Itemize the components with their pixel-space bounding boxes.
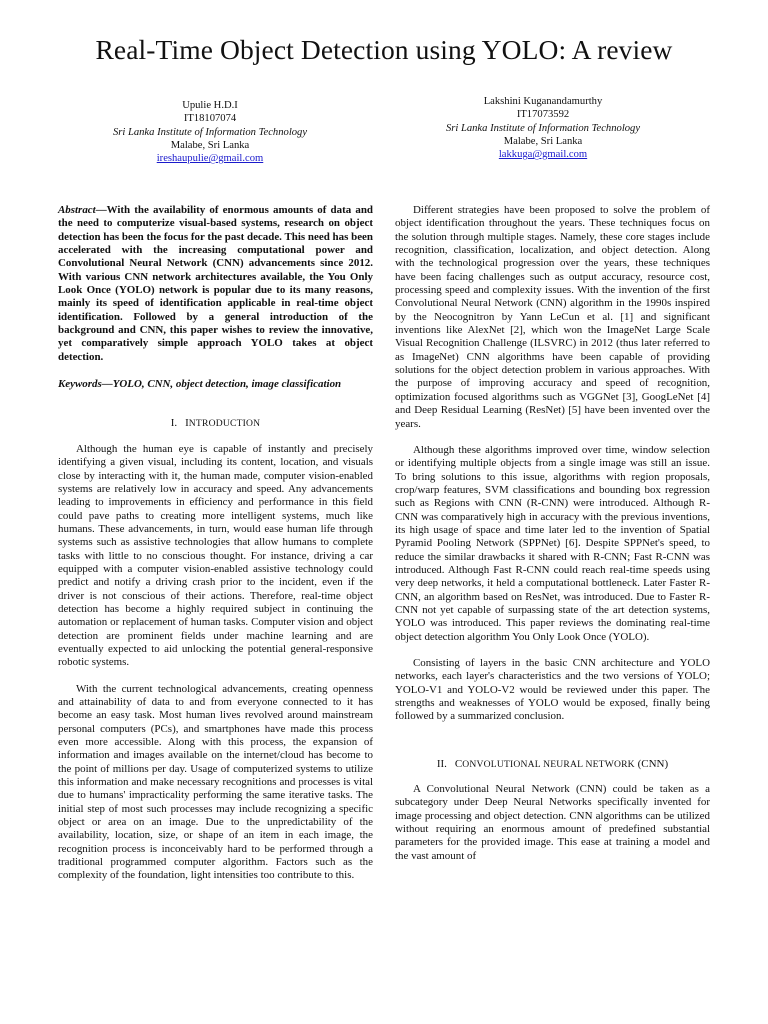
author-block-2 <box>393 95 693 161</box>
abstract <box>58 204 373 364</box>
author-block-1 <box>60 99 360 165</box>
paragraph: Consisting of layers in the basic CNN architecture and YOLO networks, each layer's characteristics and the two versions of YOLO; YOLO-V1 and YOLO-V2 would be reviewed under this paper. The strengths and weaknesses of YOLO would be exposed, finally being followed by a summarized conclusion. <box>395 657 710 723</box>
paragraph: A Convolutional Neural Network (CNN) could be taken as a subcategory under Deep Neural Networks specifically invented for image processing and object detection. CNN algorithms can be utilized without requiring an enormous amount of predefined substantial parameters for the provided image. This ease at training a model and the vast amount of <box>395 783 710 862</box>
section-title-rest: ONVOLUTIONAL NEURAL NETWORK <box>462 758 635 770</box>
author-id: IT17073592 <box>516 109 570 121</box>
abstract-label: Abstract <box>58 204 96 216</box>
paragraph: Different strategies have been proposed to solve the problem of object identification throughout the years. These techniques focus on the solution through multiple stages. Namely, these core stages include recognition, classification, localization, and object detection. Along with the technological progression over the years, these techniques have been facing challenges such as output accuracy, resource cost, processing speed and complexity issues. With the invention of the first Convolutional Neural Network (CNN) algorithm in the 1990s inspired by the Neocognitron by Yann LeCun et al. [1] and significant inventions like AlexNet [2], which won the ImageNet Large Scale Visual Recognition Challenge (ILSVRC) in 2012 (thus later referred to as ImageNet) CNN algorithms have been capable of providing solutions for the object detection problem in various approaches. With the purpose of improving accuracy and speed of recognition, optimization focused algorithms such as VGGNet [3], GoogLeNet [4] and Deep Residual Learning (ResNet) [5] have been invented over the years. <box>395 204 710 430</box>
right-column <box>395 204 710 863</box>
section-heading-introduction <box>58 417 373 430</box>
author-name: Lakshini Kuganandamurthy <box>483 96 603 107</box>
section-title-rest: NTRODUCTION <box>188 418 261 430</box>
paragraph: Although the human eye is capable of instantly and precisely identifying a given visual, including its content, location, and visuals close by interacting with it, the human made, computer vision-enabled systems are relatively low in accuracy and speed. Any advancements leading to improvements in efficiency and performance in this field could pave paths to creating more intelligent systems, much like humans. These advancements, in turn, would ease human life through systems such as assistive technologies that allow humans to complete tasks with little to no conscious thought. For instance, driving a car equipped with a computer vision-enabled assistive technology could predict and notify a driving crash prior to the incident, even if the driver is not conscious of their actions. Therefore, real-time object detection has become a highly required subject in continuing the automation or replacement of human tasks. Computer vision and object detection are prominent fields under machine learning and are eventually expected to aid unlocking the potential general-responsive robotic systems. <box>58 442 373 669</box>
author-affiliation: Sri Lanka Institute of Information Technology <box>445 122 641 134</box>
section-heading-cnn <box>395 758 710 771</box>
author-name: Upulie H.D.I <box>182 100 238 111</box>
author-location: Malabe, Sri Lanka <box>170 139 250 151</box>
section-number: I. <box>170 417 178 430</box>
section-initial: I <box>185 417 189 430</box>
keywords: Keywords—YOLO, CNN, object detection, image classification <box>58 378 342 391</box>
author-id: IT18107074 <box>183 113 237 125</box>
paragraph: Although these algorithms improved over time, window selection or identifying multiple objects from a single image was still an issue. To bring solutions to this issue, algorithms with region proposals, crop/warp features, SVM classifications and bounding box regression such as Regions with CNN (R-CNN) were introduced. Although R-CNN was comparatively high in accuracy with the previous inventions, its high usage of space and time later led to the invention of Spatial Pyramid Pooling Network (SPPNet) [6]. Despite SPPNet's speed, to reduce the similar drawbacks it shared with R-CNN; Fast R-CNN was introduced. Although Fast R-CNN could reach real-time speeds using very deep networks, it held a computational bottleneck. Later Faster R-CNN, an algorithm based on ResNet, was introduced. Due to Faster R-CNN not yet capable of surpassing state of the art detection systems, YOLO was introduced. This paper reviews the dominating real-time object detection algorithm You Only Look Once (YOLO). <box>395 443 710 643</box>
section-title-suffix: (CNN) <box>637 757 669 770</box>
section-initial: C <box>454 757 463 770</box>
paragraph: With the current technological advancements, creating openness and attainability of data to and from everyone connected to it has become an easy task. Most human lives revolved around mainstream personal computers (PCs), and smartphones have made this process even more accessible. Along with this process, the expansion of information and images available on the internet/cloud has become to the point of millions per day. Usage of computerized systems to utilize this information and make necessary recognitions and processes is vital due to humans' impracticality performing the same iterative tasks. The initial step of most such processes may include recognizing a specific object or area on an image. Due to the unpredictability of the availability, location, size, or shape of an item in each image, the recognition process is inconceivably hard to be performed through a traditional programmed computer algorithm. Factors such as the complexity of the foundation, light intensities too contribute to this. <box>58 682 373 882</box>
left-column <box>58 204 373 883</box>
author-location: Malabe, Sri Lanka <box>503 135 583 147</box>
paper-title: Real-Time Object Detection using YOLO: A review <box>95 34 673 65</box>
author-email-link[interactable]: lakkuga@gmail.com <box>498 149 588 161</box>
section-number: II. <box>436 757 447 770</box>
abstract-text: —With the availability of enormous amounts of data and the need to computerize visual-based systems, research on object detection has been the focus for the past decade. This need has been accelerated with the increasing computational power and Convolutional Neural Network (CNN) advancements since 2012. With various CNN network architectures available, the You Only Look Once (YOLO) network is popular due to its many reasons, mainly its speed of identification applicable in real-time object identification. Followed by a general introduction of the background and CNN, this paper wishes to review the innovative, yet comparatively simple approach YOLO takes at object detection. <box>58 204 373 363</box>
author-email-link[interactable]: ireshaupulie@gmail.com <box>156 153 264 165</box>
author-affiliation: Sri Lanka Institute of Information Technology <box>112 126 308 138</box>
